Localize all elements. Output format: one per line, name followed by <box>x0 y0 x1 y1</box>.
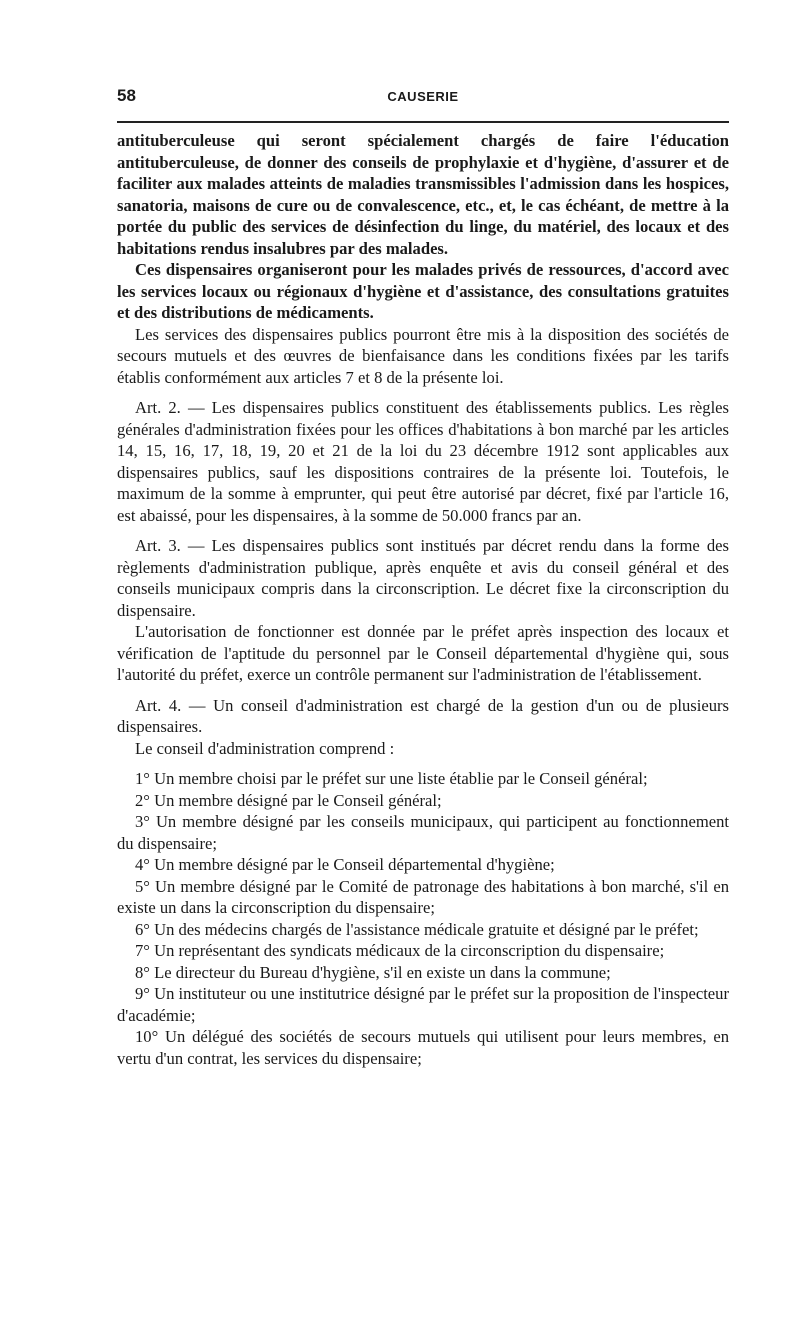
list-item: 4° Un membre désigné par le Conseil départemental d'hygiène; <box>135 855 555 874</box>
list-item: 7° Un représentant des syndicats médicaux de la circonscription du dispensaire; <box>135 941 665 960</box>
member-list <box>117 768 729 1069</box>
page-header <box>117 86 729 112</box>
article-3-authorisation: L'autorisation de fonctionner est donnée par le préfet après inspection des locaux et vérification de l'aptitude du personnel par le Conseil départemental d'hygiène qui, sous l'autorité du préfet, exerce un contrôle permanent sur l'administration de l'établissement. <box>117 622 729 684</box>
running-title: CAUSERIE <box>387 89 459 104</box>
article-4-intro: Le conseil d'administration comprend : <box>135 738 395 758</box>
paragraph-consultations: Ces dispensaires organiseront pour les malades privés de ressources, d'accord avec les services locaux ou régionaux d'hygiène et d'assistance, des consultations gratuites et des distributions de médicaments. <box>117 260 729 322</box>
list-item: 2° Un membre désigné par le Conseil général; <box>135 790 442 810</box>
paragraph-continuation: antituberculeuse qui seront spécialement chargés de faire l'éducation antituberculeuse, de donner des conseils de prophylaxie et d'hygiène, d'assurer et de faciliter aux malades atteints de maladies transmissibles l'admission dans les hospices, sanatoria, maisons de cure ou de convalescence, etc., et, le cas échéant, de mettre à la portée du public des services de désinfection du linge, du matériel, des locaux et des habitations rendus insalubres par des malades. <box>117 131 729 258</box>
body-text <box>117 130 729 1069</box>
list-item: 5° Un membre désigné par le Comité de patronage des habitations à bon marché, s'il en existe un dans la circonscription du dispensaire; <box>117 876 729 917</box>
article-4: Art. 4. — Un conseil d'administration est chargé de la gestion d'un ou de plusieurs dispensaires. <box>117 695 729 736</box>
header-rule <box>117 121 729 123</box>
paragraph-services: Les services des dispensaires publics pourront être mis à la disposition des sociétés de secours mutuels et des œuvres de bienfaisance dans les conditions fixées par les tarifs établis conformément aux articles 7 et 8 de la présente loi. <box>117 324 729 387</box>
list-item: 3° Un membre désigné par les conseils municipaux, qui participent au fonctionnement du dispensaire; <box>117 812 729 853</box>
list-item: 9° Un instituteur ou une institutrice désigné par le préfet sur la proposition de l'inspecteur d'académie; <box>117 984 729 1025</box>
list-item: 6° Un des médecins chargés de l'assistance médicale gratuite et désigné par le préfet; <box>135 919 699 939</box>
list-item: 10° Un délégué des sociétés de secours mutuels qui utilisent pour leurs membres, en vertu d'un contrat, les services du dispensaire; <box>117 1027 729 1068</box>
article-3: Art. 3. — Les dispensaires publics sont institués par décret rendu dans la forme des règlements d'administration publique, après enquête et avis du conseil général et des conseils municipaux compris dans la circonscription. Le décret fixe la circonscription du dispensaire. <box>117 536 729 620</box>
page-number: 58 <box>117 86 136 105</box>
article-2: Art. 2. — Les dispensaires publics constituent des établissements publics. Les règles générales d'administration fixées pour les offices d'habitations à bon marché par les articles 14, 15, 16, 17, 18, 19, 20 et 21 de la loi du 23 décembre 1912 sont applicables aux dispensaires publics, sauf les dispositions contraires de la présente loi. Toutefois, le maximum de la somme à emprunter, qui peut être autorisé par décret, fixé par l'article 16, est abaissé, pour les dispensaires, à la somme de 50.000 francs par an. <box>117 398 729 525</box>
list-item: 8° Le directeur du Bureau d'hygiène, s'il en existe un dans la commune; <box>135 962 611 982</box>
list-item: 1° Un membre choisi par le préfet sur une liste établie par le Conseil général; <box>135 769 648 788</box>
